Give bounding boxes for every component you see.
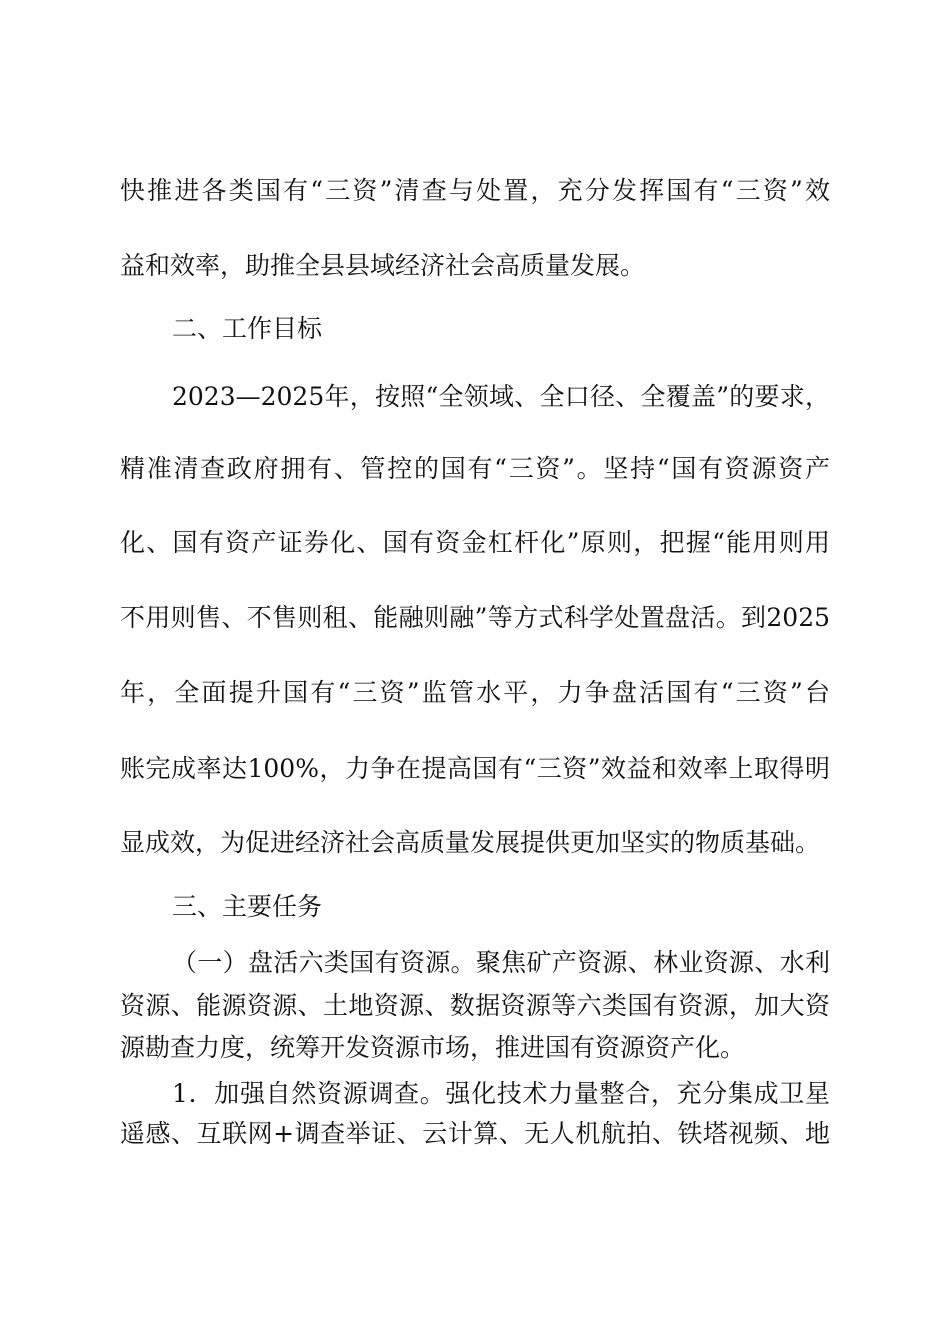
- body-text-line: 账完成率达100%，力争在提高国有“三资”效益和效率上取得明: [120, 754, 830, 783]
- body-text-line: 不用则售、不售则租、能融则融”等方式科学处置盘活。到2025: [120, 603, 830, 632]
- body-text-line: 年，全面提升国有“三资”监管水平，力争盘活国有“三资”台: [120, 678, 830, 707]
- body-text-line: 显成效，为促进经济社会高质量发展提供更加坚实的物质基础。: [120, 828, 821, 857]
- body-text-line: 化、国有资产证券化、国有资金杠杆化”原则，把握“能用则用: [120, 528, 830, 557]
- body-text-line: 资源、能源资源、土地资源、数据资源等六类国有资源，加大资: [120, 991, 830, 1020]
- body-text-line: 精准清查政府拥有、管控的国有“三资”。坚持“国有资源资产: [120, 454, 830, 483]
- numbered-item-line: 1．加强自然资源调查。强化技术力量整合，充分集成卫星: [172, 1079, 830, 1108]
- body-text-line: 益和效率，助推全县县域经济社会高质量发展。: [120, 251, 646, 280]
- body-text-line: 快推进各类国有“三资”清查与处置，充分发挥国有“三资”效: [120, 176, 830, 205]
- section-heading-main-tasks: 三、主要任务: [172, 892, 323, 921]
- body-text-line: 2023—2025年，按照“全领域、全口径、全覆盖”的要求，: [172, 382, 830, 411]
- subsection-heading-line: （一）盘活六类国有资源。聚焦矿产资源、林业资源、水利: [172, 948, 830, 977]
- body-text-line: 源勘查力度，统筹开发资源市场，推进国有资源资产化。: [120, 1033, 746, 1062]
- section-heading-work-goals: 二、工作目标: [172, 314, 323, 343]
- body-text-line: 遥感、互联网+调查举证、云计算、无人机航拍、铁塔视频、地: [120, 1119, 830, 1148]
